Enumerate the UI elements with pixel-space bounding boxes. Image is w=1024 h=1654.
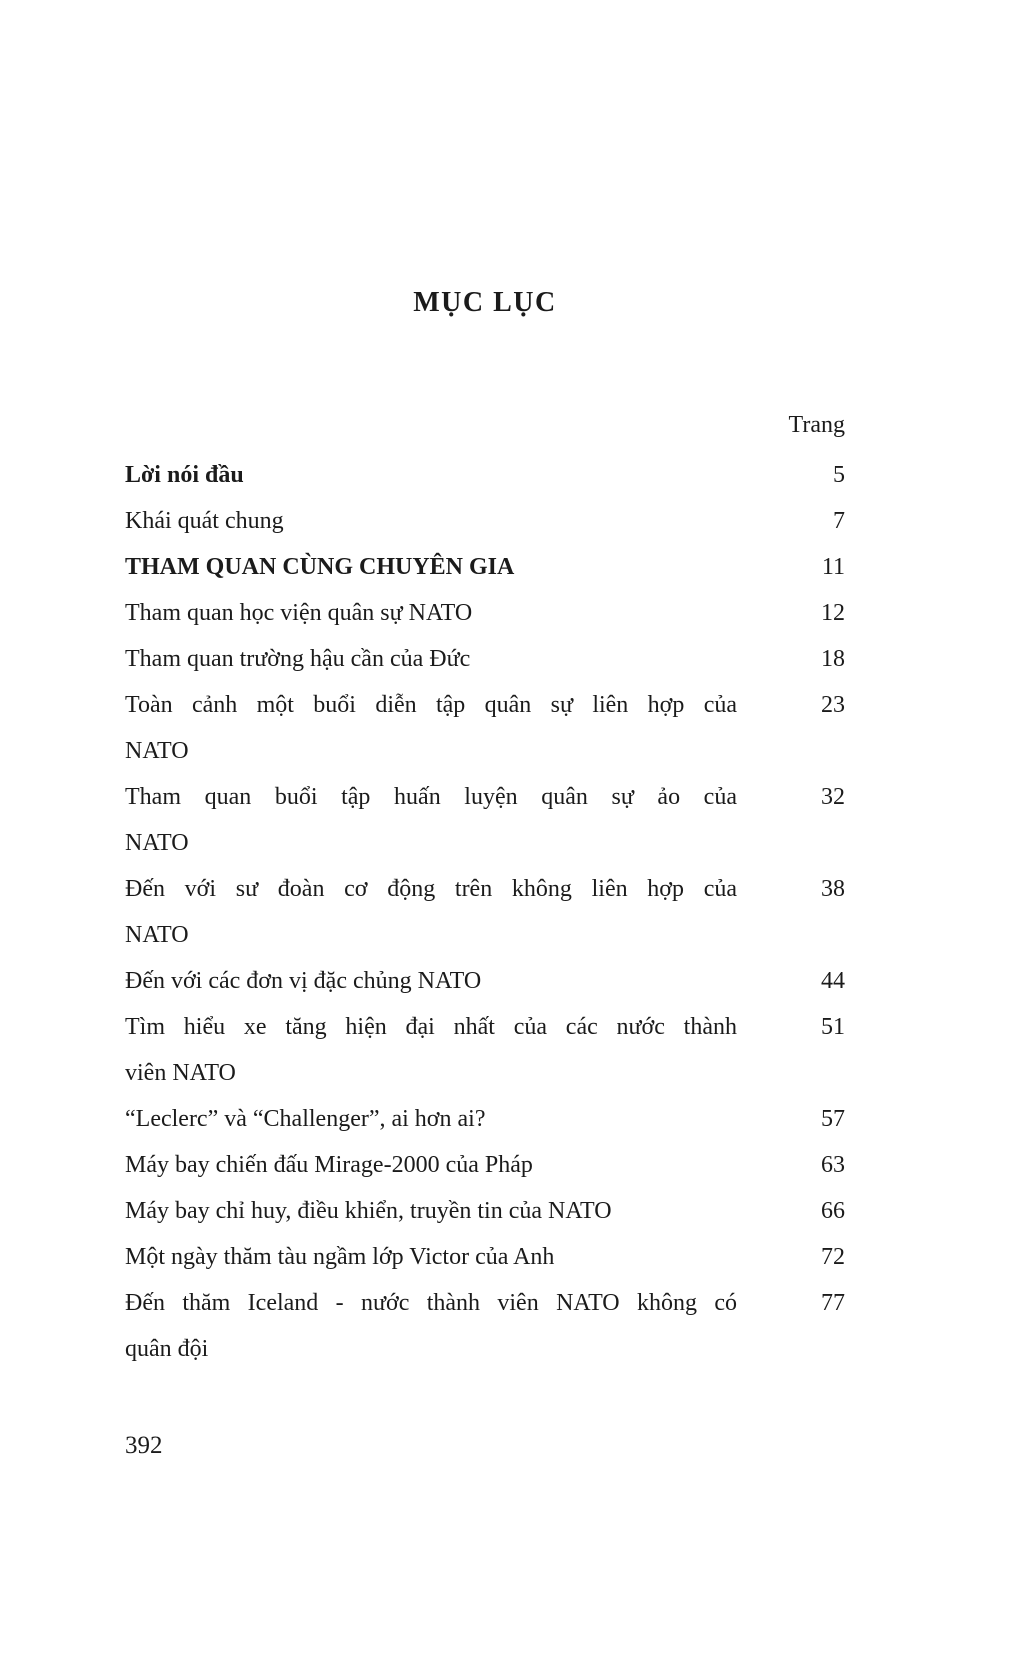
toc-entry: [125, 1004, 845, 1096]
toc-entry-line: NATO: [125, 922, 189, 948]
toc-entry-line: Tham quan trường hậu cần của Đức: [125, 646, 471, 672]
toc-entry-line: Máy bay chiến đấu Mirage-2000 của Pháp: [125, 1152, 533, 1178]
toc-entry-page: 23: [821, 692, 845, 718]
toc-entry-line: Đến thăm Iceland - nước thành viên NATO không có: [125, 1290, 737, 1316]
toc-entry-line: NATO: [125, 738, 189, 764]
toc-entry-page: 7: [833, 508, 845, 534]
toc-entry-line: Lời nói đầu: [125, 462, 244, 488]
toc-entry: [125, 958, 845, 1004]
toc-entry-title: [125, 1188, 765, 1234]
toc-entry: [125, 774, 845, 866]
toc-entry-line: Khái quát chung: [125, 508, 284, 534]
toc-entry-page: 57: [821, 1106, 845, 1132]
toc-entry: [125, 452, 845, 498]
toc-entry: [125, 590, 845, 636]
toc-entry-title: [125, 1234, 765, 1280]
toc-entry-page: 5: [833, 462, 845, 488]
toc-entry-page: 51: [821, 1014, 845, 1040]
toc-entry-title: [125, 544, 765, 590]
toc-entry-page: 32: [821, 784, 845, 810]
toc-entry-page: 63: [821, 1152, 845, 1178]
toc-entry: [125, 682, 845, 774]
toc-entry-title: [125, 866, 765, 958]
toc-entry-line: viên NATO: [125, 1060, 236, 1086]
toc-entry-page: 12: [821, 600, 845, 626]
toc-entry: [125, 636, 845, 682]
toc-entry-page: 11: [821, 554, 845, 580]
toc-entry-title: [125, 636, 765, 682]
toc-entry: [125, 1096, 845, 1142]
toc-entry-line: Tham quan học viện quân sự NATO: [125, 600, 473, 626]
toc-entry-line: “Leclerc” và “Challenger”, ai hơn ai?: [125, 1106, 486, 1132]
page-column-header: Trang: [788, 412, 845, 438]
footer-page-number: 392: [125, 1432, 163, 1459]
page-title: MỤC LỤC: [413, 287, 557, 318]
toc-entry-title: [125, 1096, 765, 1142]
toc-entry-line: Toàn cảnh một buổi diễn tập quân sự liên hợp của: [125, 692, 737, 718]
toc-entry-page: 18: [821, 646, 845, 672]
toc-entry-page: 44: [821, 968, 845, 994]
toc-entry-title: [125, 452, 765, 498]
toc-entry-title: [125, 498, 765, 544]
toc-entry-page: 77: [821, 1290, 845, 1316]
toc-entry-title: [125, 1142, 765, 1188]
toc-entry-title: [125, 1004, 765, 1096]
toc-entry-line: Một ngày thăm tàu ngầm lớp Victor của Anh: [125, 1244, 555, 1270]
toc-entry-line: Tham quan buổi tập huấn luyện quân sự ảo của: [125, 784, 737, 810]
toc-entry-page: 38: [821, 876, 845, 902]
toc-entry-line: Máy bay chỉ huy, điều khiển, truyền tin của NATO: [125, 1198, 612, 1224]
toc-list: [125, 452, 845, 1372]
toc-entry-title: [125, 590, 765, 636]
toc-entry: [125, 866, 845, 958]
toc-entry-line: quân đội: [125, 1336, 209, 1362]
toc-entry-title: [125, 958, 765, 1004]
toc-entry-line: Tìm hiểu xe tăng hiện đại nhất của các nước thành: [125, 1014, 737, 1040]
toc-entry-page: 72: [821, 1244, 845, 1270]
toc-entry: [125, 1280, 845, 1372]
toc-entry: [125, 1142, 845, 1188]
toc-entry-line: NATO: [125, 830, 189, 856]
toc-entry-title: [125, 1280, 765, 1372]
toc-entry-title: [125, 682, 765, 774]
toc-entry-line: Đến với các đơn vị đặc chủng NATO: [125, 968, 482, 994]
toc-entry-page: 66: [821, 1198, 845, 1224]
toc-entry: [125, 1234, 845, 1280]
toc-entry: [125, 544, 845, 590]
toc-entry-title: [125, 774, 765, 866]
toc-entry: [125, 498, 845, 544]
toc-entry-line: THAM QUAN CÙNG CHUYÊN GIA: [125, 554, 515, 580]
toc-entry: [125, 1188, 845, 1234]
toc-entry-line: Đến với sư đoàn cơ động trên không liên hợp của: [125, 876, 737, 902]
